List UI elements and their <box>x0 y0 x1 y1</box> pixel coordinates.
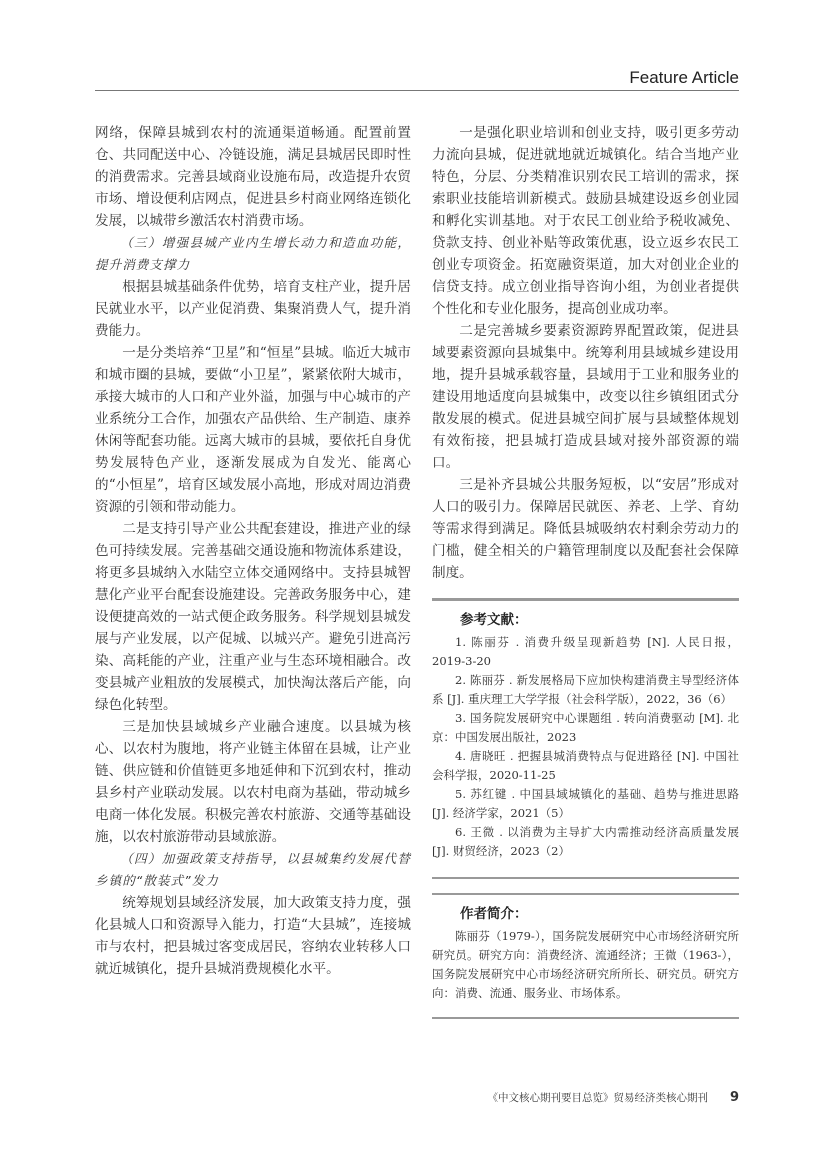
reference-item: 5. 苏红键 . 中国县域城镇化的基础、趋势与推进思路 [J]. 经济学家，2021（5） <box>432 787 739 820</box>
reference-item: 2. 陈丽芬 . 新发展格局下应加快构建消费主导型经济体系 [J]. 重庆理工大学学报（社会科学版），2022，36（6） <box>432 673 739 706</box>
header-divider <box>95 90 739 91</box>
author-bottom-rule <box>432 1017 739 1019</box>
reference-item: 4. 唐晓旺 . 把握县城消费特点与促进路径 [N]. 中国社会科学报，2020-11-25 <box>432 749 739 782</box>
references-top-rule <box>432 598 739 601</box>
paragraph: 二是完善城乡要素资源跨界配置政策，促进县域要素资源向县城集中。统筹利用县域城乡建设用地，提升县城承载容量，县域用于工业和服务业的建设用地适度向县城集中，改变以往乡镇组团式分散发展的模式。促进县城空间扩展与县域整体规划有效衔接，把县城打造成县域对接外部资源的端口。 <box>432 323 739 471</box>
paragraph: 网络，保障县城到农村的流通渠道畅通。配置前置仓、共同配送中心、冷链设施，满足县城居民即时性的消费需求。完善县域商业设施布局，改造提升农贸市场、增设便利店网点，促进县乡村商业网络连锁化发展，以城带乡激活农村消费市场。 <box>95 125 411 229</box>
section-title: Feature Article <box>629 68 739 87</box>
paragraph: 一是分类培养“卫星”和“恒星”县城。临近大城市和城市圈的县城，要做“小卫星”，紧紧依附大城市，承接大城市的人口和产业外溢，加强与中心城市的产业系统分工合作，加强农产品供给、生产制造、康养休闲等配套功能。远离大城市的县城，要依托自身优势发展特色产业，逐渐发展成为自发光、能离心的“小恒星”，培育区域发展小高地，形成对周边消费资源的引领和带动能力。 <box>95 345 411 515</box>
paragraph: 二是支持引导产业公共配套建设，推进产业的绿色可持续发展。完善基础交通设施和物流体系建设，将更多县城纳入水陆空立体交通网络中。支持县城智慧化产业平台配套设施建设。完善政务服务中心，建设便捷高效的一站式便企政务服务。科学规划县城发展与产业发展，以产促城、以城兴产。避免引进高污染、高耗能的产业，注重产业与生态环境相融合。改变县城产业粗放的发展模式，加快淘汰落后产能，向绿色化转型。 <box>95 521 411 713</box>
reference-item: 6. 王微 . 以消费为主导扩大内需推动经济高质量发展 [J]. 财贸经济，2023（2） <box>432 825 739 858</box>
subsection-heading: （四）加强政策支持指导，以县城集约发展代替乡镇的“散装式”发力 <box>95 851 411 888</box>
references-list <box>432 633 739 861</box>
author-top-rule <box>432 893 739 895</box>
paragraph: 三是加快县域城乡产业融合速度。以县城为核心、以农村为腹地，将产业链主体留在县城，让产业链、供应链和价值链更多地延伸和下沉到农村，推动县乡村产业联动发展。以农村电商为基础，带动城乡电商一体化发展。积极完善农村旅游、交通等基础设施，以农村旅游带动县域旅游。 <box>95 719 411 845</box>
reference-item: 1. 陈丽芬 . 消费升级呈现新趋势 [N]. 人民日报，2019-3-20 <box>432 635 739 668</box>
page-footer <box>487 1090 739 1105</box>
left-column <box>95 122 411 980</box>
references-bottom-rule <box>432 877 739 879</box>
subsection-heading: （三）增强县城产业内生增长动力和造血功能，提升消费支撑力 <box>95 235 411 272</box>
page-number: 9 <box>729 1090 739 1105</box>
right-column <box>432 122 739 1019</box>
paragraph: 三是补齐县城公共服务短板，以“安居”形成对人口的吸引力。保障居民就医、养老、上学、育幼等需求得到满足。降低县城吸纳农村剩余劳动力的门槛，健全相关的户籍管理制度以及配套社会保障制度。 <box>432 477 739 581</box>
journal-name: 《中文核心期刊要目总览》贸易经济类核心期刊 <box>487 1092 708 1104</box>
reference-item: 3. 国务院发展研究中心课题组 . 转向消费驱动 [M]. 北京：中国发展出版社，2023 <box>432 711 739 744</box>
right-column-body <box>432 122 739 584</box>
author-heading: 作者简介： <box>460 906 528 922</box>
references-heading: 参考文献： <box>460 612 528 628</box>
paragraph: 统筹规划县域经济发展，加大政策支持力度，强化县城人口和资源导入能力，打造“大县城”，连接城市与农村，把县城过客变成居民，容纳农业转移人口就近城镇化，提升县城消费规模化水平。 <box>95 895 411 977</box>
paragraph: 一是强化职业培训和创业支持，吸引更多劳动力流向县城，促进就地就近城镇化。结合当地产业特色，分层、分类精准识别农民工培训的需求，探索职业技能培训新模式。鼓励县城建设返乡创业园和孵化实训基地。对于农民工创业给予税收减免、贷款支持、创业补贴等政策优惠，设立返乡农民工创业专项资金。拓宽融资渠道，加大对创业企业的信贷支持。成立创业指导咨询小组，为创业者提供个性化和专业化服务，提高创业成功率。 <box>432 125 739 317</box>
author-box <box>432 893 739 1019</box>
references-box <box>432 598 739 861</box>
author-bio: 陈丽芬（1979-），国务院发展研究中心市场经济研究所研究员。研究方向：消费经济、流通经济；王微（1963-），国务院发展研究中心市场经济研究所所长、研究员。研究方向：消费、流通、服务业、市场体系。 <box>432 929 739 1000</box>
paragraph: 根据县城基础条件优势，培育支柱产业，提升居民就业水平，以产业促消费、集聚消费人气，提升消费能力。 <box>95 279 411 339</box>
